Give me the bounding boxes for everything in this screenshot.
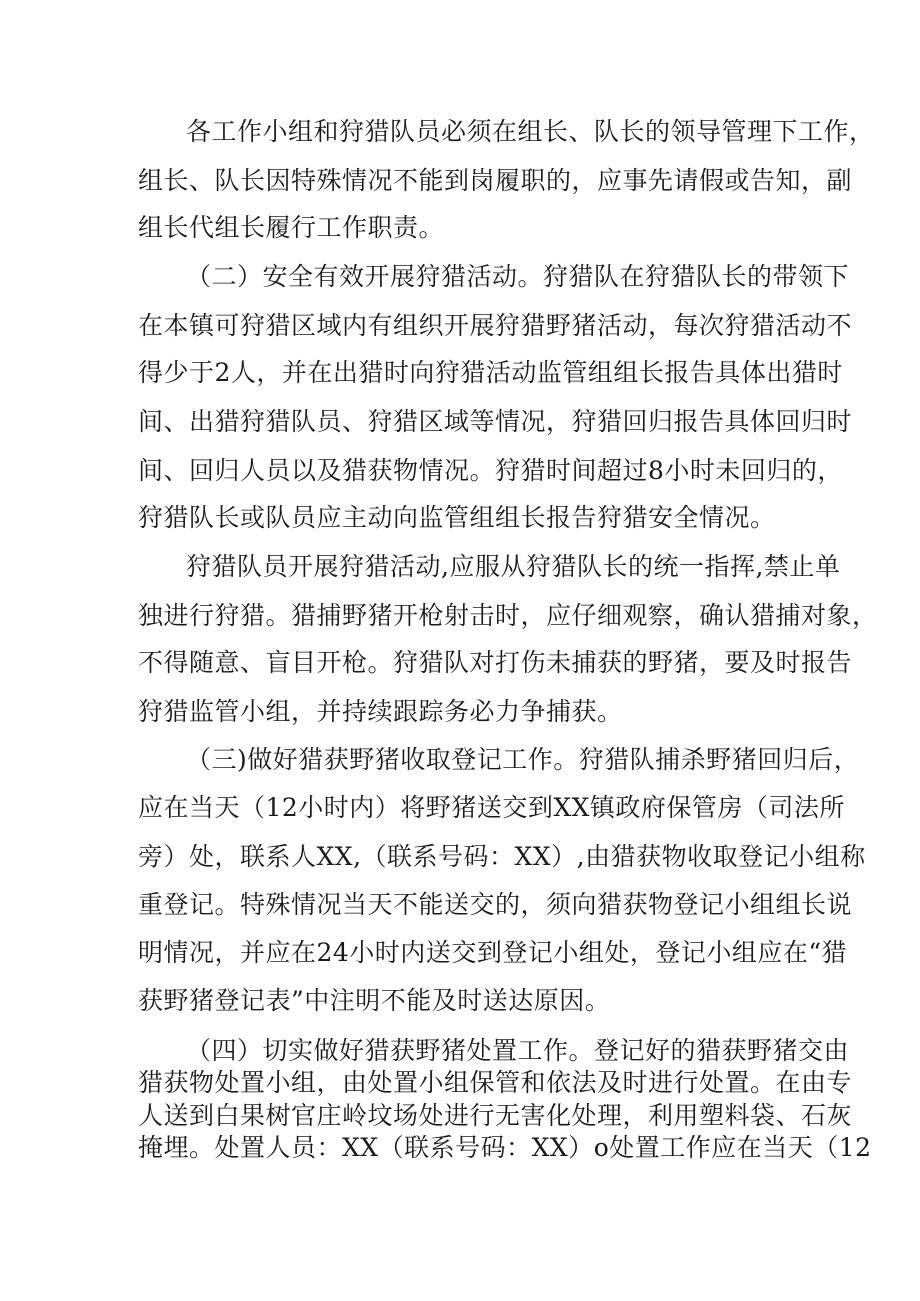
- paragraph-line: 获野猪登记表”中注明不能及时送达原因。: [138, 986, 611, 1015]
- paragraph-line: 在本镇可狩猎区域内有组织开展狩猎野猪活动，每次狩猎活动不: [138, 311, 853, 340]
- paragraph-line: 独进行狩猎。猎捕野猪开枪射击时，应仔细观察，确认猎捕对象，: [138, 601, 878, 630]
- paragraph-line: 得少于2人，并在出猎时向狩猎活动监管组组长报告具体出猎时: [138, 358, 843, 387]
- paragraph-line: 狩猎队员开展狩猎活动,应服从狩猎队长的统一指挥,禁止单: [186, 552, 841, 581]
- paragraph-line: 组长、队长因特殊情况不能到岗履职的，应事先请假或告知，副: [138, 166, 853, 195]
- paragraph-line: 组长代组长履行工作职责。: [138, 213, 445, 242]
- paragraph-line: （二）安全有效开展狩猎活动。狩猎队在狩猎队长的带领下: [186, 262, 850, 291]
- paragraph-line: 狩猎队长或队员应主动向监管组组长报告狩猎安全情况。: [138, 503, 776, 532]
- paragraph-line: 掩埋。处置人员：XX（联系号码：XX）o处置工作应在当天（12: [138, 1133, 872, 1162]
- paragraph-line: 明情况，并应在24小时内送交到登记小组处，登记小组应在“猎: [138, 938, 848, 967]
- paragraph-line: 狩猎监管小组，并持续跟踪务必力争捕获。: [138, 697, 623, 726]
- paragraph-line: 各工作小组和狩猎队员必须在组长、队长的领导管理下工作，: [186, 117, 875, 146]
- paragraph-line: 猎获物处置小组，由处置小组保管和依法及时进行处置。在由专: [138, 1068, 853, 1097]
- paragraph-line: 间、出猎狩猎队员、狩猎区域等情况，狩猎回归报告具体回归时: [138, 407, 853, 436]
- paragraph-line: 人送到白果树官庄岭坟场处进行无害化处理，利用塑料袋、石灰: [138, 1101, 853, 1130]
- paragraph-line: 应在当天（12小时内）将野猪送交到XX镇政府保管房（司法所: [138, 793, 845, 822]
- paragraph-line: 间、回归人员以及猎获物情况。狩猎时间超过8小时未回归的，: [138, 456, 843, 485]
- paragraph-line: （三)做好猎获野猪收取登记工作。狩猎队捕杀野猪回归后，: [186, 745, 860, 774]
- paragraph-line: 旁）处，联系人XX,（联系号码：XX）,由猎获物收取登记小组称: [138, 842, 866, 871]
- paragraph-line: （四）切实做好猎获野猪处置工作。登记好的猎获野猪交由: [186, 1036, 850, 1065]
- paragraph-line: 重登记。特殊情况当天不能送交的，须向猎获物登记小组组长说: [138, 890, 853, 919]
- paragraph-line: 不得随意、盲目开枪。狩猎队对打伤未捕获的野猪，要及时报告: [138, 648, 853, 677]
